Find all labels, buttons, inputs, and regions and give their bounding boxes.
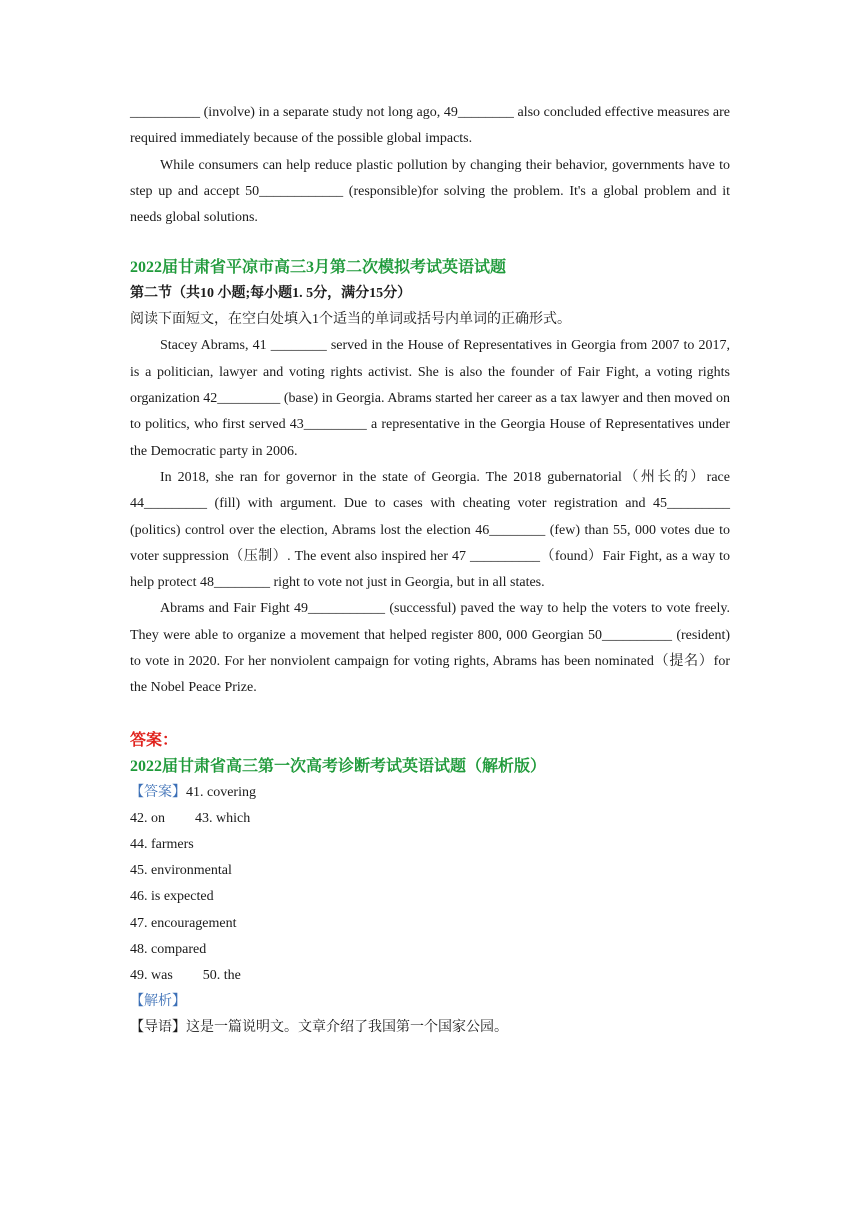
answer-42: 42. on <box>130 810 165 826</box>
top-passage-line1: __________ (involve) in a separate study not long ago, 49________ also concluded effective measures are required immediately because of the possible global impacts. <box>130 105 730 147</box>
answer-47: 47. encouragement <box>130 915 237 931</box>
passage-paragraph-2: In 2018, she ran for governor in the state of Georgia. The 2018 gubernatorial（州长的）race 44_________ (fill) with argument. Due to cases with cheating voter registration and 45_________ (politics) control over the election, Abrams lost the election 46________ (few) than 55, 000 votes due to voter suppression（压制）. The event also inspired her 47 __________（found）Fair Fight, as a way to help protect 48________ right to vote not just in Georgia, but in all states. <box>130 469 730 591</box>
answer-48: 48. compared <box>130 941 207 957</box>
answer-45: 45. environmental <box>130 863 232 879</box>
document-page <box>130 100 730 1042</box>
passage-paragraph-3: Abrams and Fair Fight 49___________ (successful) paved the way to help the voters to vote freely. They were able to organize a movement that helped register 800, 000 Georgian 50__________ (resident) to vote in 2020. For her nonviolent campaign for voting rights, Abrams has been nominated（提名）for the Nobel Peace Prize. <box>130 601 730 696</box>
answer-line-49-50 <box>130 963 730 989</box>
answer-label: 【答案】 <box>130 784 186 800</box>
answers-heading: 答案： <box>130 731 179 749</box>
answer-49: 49. was <box>130 968 173 984</box>
answer-50: 50. the <box>202 968 241 984</box>
answer-line-41 <box>130 780 730 806</box>
spacer <box>130 231 730 255</box>
answer-46: 46. is expected <box>130 889 214 905</box>
passage-paragraph-1: Stacey Abrams, 41 ________ served in the House of Representatives in Georgia from 2007 to 2017, is a politician, lawyer and voting rights activist. She is also the founder of Fair Fight, a voting rights organization 42_________ (base) in Georgia. Abrams started her career as a tax lawyer and then moved on to politics, who first served 43_________ a representative in the Georgia House of Representatives under the Democratic party in 2006. <box>130 338 730 459</box>
guide-text: 这是一篇说明文。文章介绍了我国第一个国家公园。 <box>186 1020 508 1036</box>
answer-44: 44. farmers <box>130 837 194 853</box>
spacer <box>130 702 730 728</box>
section2-heading: 2022届甘肃省平凉市高三3月第二次模拟考试英语试题 <box>130 259 507 277</box>
answers-source-title: 2022届甘肃省高三第一次高考诊断考试英语试题（解析版） <box>130 757 547 775</box>
answer-line-42-43 <box>130 806 730 832</box>
analysis-label: 【解析】 <box>130 994 186 1010</box>
guide-line <box>130 1015 730 1041</box>
top-passage-para2: While consumers can help reduce plastic pollution by changing their behavior, governments have to step up and accept 50____________ (responsible)for solving the problem. It's a global problem and it needs global solutions. <box>130 157 730 226</box>
section2-subtitle: 第二节（共10 小题;每小题1. 5分，满分15分） <box>130 286 412 302</box>
answer-41: 41. covering <box>186 784 256 800</box>
guide-label: 【导语】 <box>130 1020 186 1036</box>
section2-instruction: 阅读下面短文，在空白处填入1个适当的单词或括号内单词的正确形式。 <box>130 312 571 328</box>
answer-43: 43. which <box>195 810 251 826</box>
